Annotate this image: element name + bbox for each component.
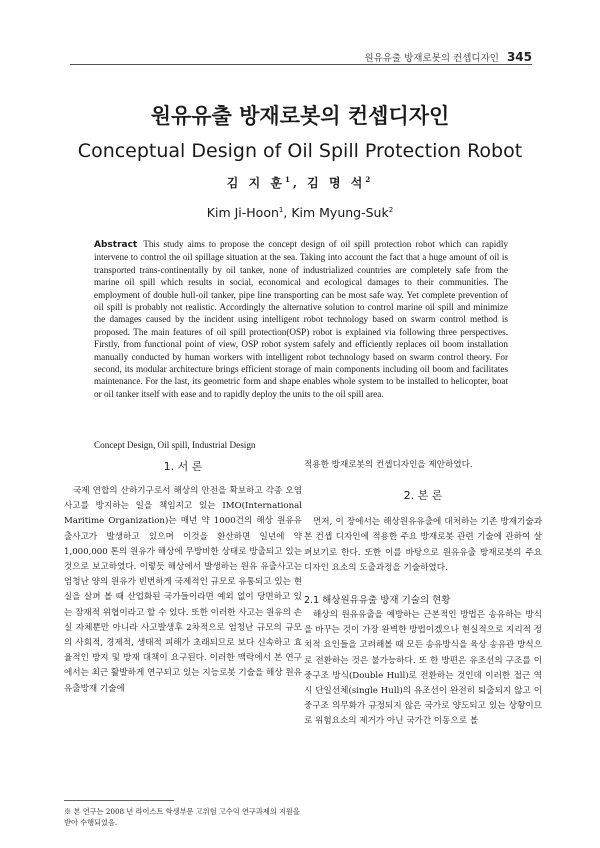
affil-2-ko: 2	[365, 175, 374, 184]
subsection-heading: 2.1 해상원유유출 방재 기술의 현황	[304, 595, 451, 607]
column-left	[64, 458, 302, 697]
authors-korean	[0, 174, 600, 191]
running-title: 원유유출 방재로봇의 컨셉디자인	[364, 53, 499, 64]
author-1-ko: 김 지 훈	[226, 176, 285, 190]
author-1-en: Kim Ji-Hoon	[206, 205, 279, 220]
keywords: Concept Design, Oil spill, Industrial Design	[94, 440, 256, 450]
authors-english	[0, 205, 600, 220]
column-right	[304, 458, 542, 730]
author-2-ko: 김 명 석	[307, 176, 366, 190]
intro-continuation: 적용한 방재로봇의 컨셉디자인을 제안하였다.	[304, 460, 473, 470]
affil-1-ko: 1	[284, 175, 293, 184]
abstract	[94, 238, 508, 400]
section-heading-body: 2. 본 론	[403, 489, 443, 503]
footnote-rule	[64, 800, 174, 801]
author-sep-en: ,	[283, 205, 292, 220]
affil-1-en: 1	[278, 205, 284, 214]
footnote: ※ 본 연구는 2008 년 라이스트 학생부문 고위험 고수익 연구과제의 지원을 받아 수행되었음.	[64, 807, 300, 827]
title-english: Conceptual Design of Oil Spill Protection Robot	[77, 140, 523, 162]
author-sep-ko: ,	[292, 176, 308, 190]
abstract-label: Abstract	[94, 240, 138, 250]
intro-paragraph: 국제 연합의 산하기구로서 해상의 안전을 확보하고 각종 오염사고를 방지하는 일을 책임지고 있는 IMO(International Maritime Organization)는 매년 약 1000건의 해상 원유유출사고가 발생하고 있으며 이것을 환산하면 일년에 약 1,000,000 톤의 원유가 해상에 무방비한 상태로 방출되고 있는 것으로 보고하였다. 이렇듯 해상에서 발생하는 원유 유출사고는 엄청난 양의 원유가 빈번하게 국제적인 규모로 유통되고 있는 현실을 살펴 볼 때 산업화된 국가들이라면 예외 없이 당면하고 있는 잠재적 위협이라고 할 수 있다. 또한 이러한 사고는 원유의 손실 자체뿐만 아니라 사고발생후 2차적으로 엄청난 규모의 규모의 사회적, 경제적, 생태적 피해가 초래되므로 보다 신속하고 효율적인 방지 및 방재 대책이 요구된다. 이러한 맥락에서 본 연구에서는 최근 활발하게 연구되고 있는 지능로봇 기술을 해상 원유 유출방재 기술에	[64, 486, 302, 694]
author-2-en: Kim Myung-Suk	[291, 205, 389, 220]
body-paragraph: 먼저, 이 장에서는 해상원유유출에 대처하는 기존 방재기술과 본 컨셉 디자인에 적용한 주요 방재로봇 관련 기술에 관하여 살펴보기로 한다. 또한 이를 바탕으로 원유유출 방재로봇의 주요 디자인 요소의 도출과정을 기술하였다.	[304, 517, 542, 573]
page-number: 345	[506, 50, 532, 64]
section-heading-intro: 1. 서 론	[163, 460, 203, 473]
affil-2-en: 2	[388, 205, 394, 214]
header-rule	[70, 64, 532, 65]
running-header	[364, 50, 532, 64]
subsection-paragraph: 해상의 원유유출을 예방하는 근본적인 방법은 송유하는 방식을 바꾸는 것이 가장 완벽한 방법이겠으나 현실적으로 지리적 정치적 요인들을 고려해볼 때 모든 송유방식을 육상 송유관 방식으로 전환하는 것은 불가능하다. 또 한 방편은 유조선의 구조를 이중구조 방식(Double Hull)로 전환하는 것인데 이러한 접근 역시 단일선체(single Hull)의 유조선이 완전히 퇴출되지 않고 이중구조 의무화가 규정되지 않은 국가로 양도되고 있는 상황이므로 위험요소의 제거가 아닌 국가간 이동으로 볼	[304, 610, 542, 727]
title-korean: 원유유출 방재로봇의 컨셉디자인	[150, 104, 450, 128]
abstract-text: This study aims to propose the concept design of oil spill protection robot which can rapidly intervene to control the oil spillage situation at the sea. Taking into account the fact that a huge amount of oil is transported trans-continentally by oil tanker, none of industrialized countries are completely safe from the marine oil spill which results in social, economical and ecological damages to their communities. The employment of double hull-oil tanker, pipe line transporting can be most safe way. Yet complete prevention of oil spill is probably not realistic. Accordingly the alternative solution to control marine oil spill and minimize the damages caused by the incident using intelligent robot technology based on swarm control method is proposed. The main features of oil spill protection(OSP) robot is explained via following three perspectives. Firstly, from functional point of view, OSP robot system safely and efficiently replaces oil boom installation manually conducted by human workers with intelligent robot technology based on swarm control theory. For second, its modular architecture brings efficient storage of main components including oil boom and facilitates maintenance. For the last, its geometric form and shape enables whole system to be installed to helicopter, boat or oil tanker itself with ease and to rapidly deploy the units to the oil spill area.	[94, 239, 508, 399]
